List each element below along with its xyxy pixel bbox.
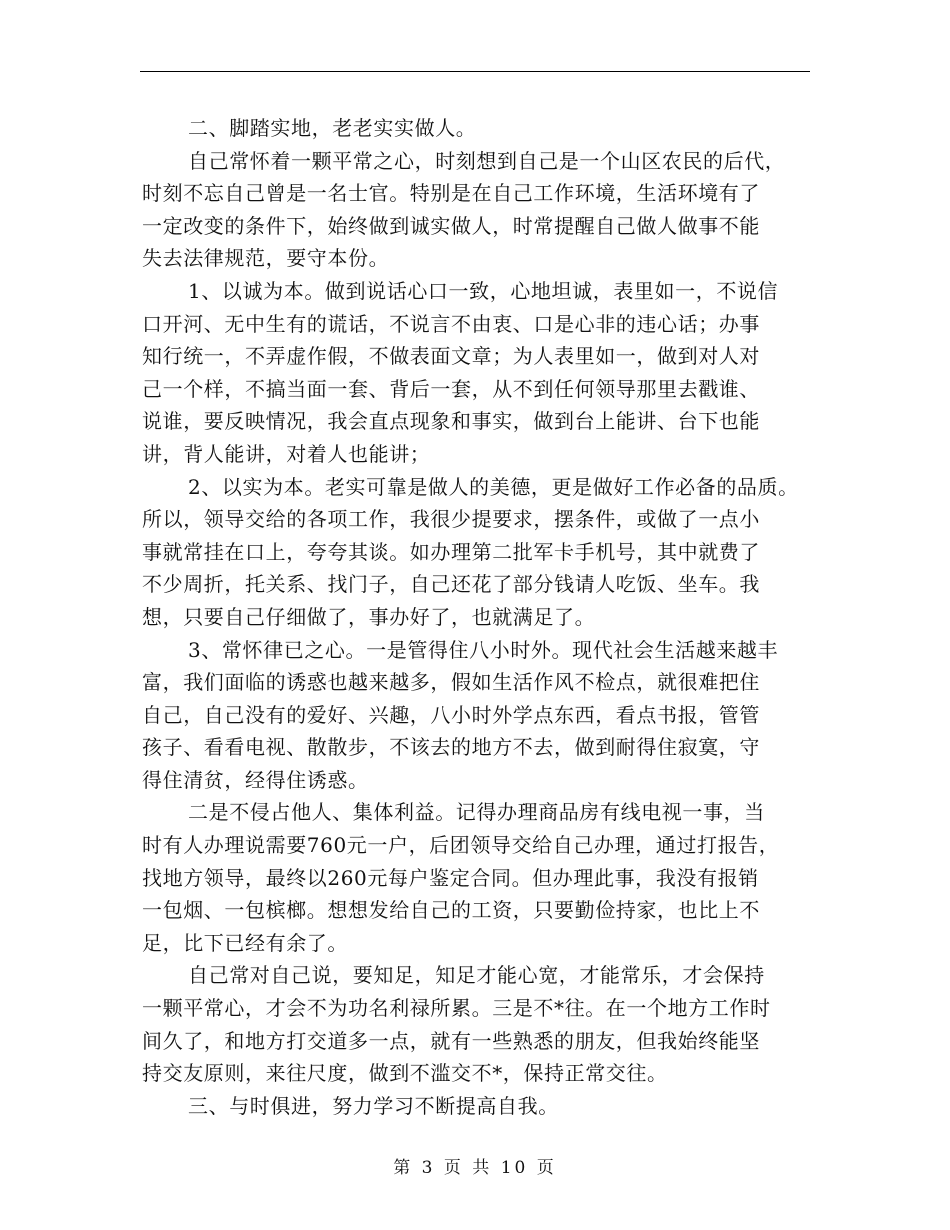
paragraph-line: 自己常对自己说，要知足，知足才能心宽，才能常乐，才会保持 [188,963,765,988]
document-body [142,112,842,1122]
paragraph-line: 不少周折，托关系、找门子，自己还花了部分钱请人吃饭、坐车。我 [142,572,760,597]
paragraph-line: 事就常挂在口上，夸夸其谈。如办理第二批军卡手机号，其中就费了 [142,539,760,564]
paragraph-line: 二是不侵占他人、集体利益。记得办理商品房有线电视一事，当 [188,800,765,825]
section-heading: 三、与时俱进，努力学习不断提高自我。 [188,1093,559,1118]
paragraph-line: 讲，背人能讲，对着人也能讲； [142,441,431,466]
paragraph-line: 1、以诚为本。做到说话心口一致，心地坦诚，表里如一，不说信 [188,278,779,303]
paragraph-line: 自己常怀着一颗平常之心，时刻想到自己是一个山区农民的后代， [188,148,786,173]
paragraph-line: 持交友原则，来往尺度，做到不滥交不*，保持正常交往。 [142,1061,668,1086]
paragraph-line: 找地方领导，最终以260元每户鉴定合同。但办理此事，我没有报销 [142,865,759,890]
paragraph-line: 说谁，要反映情况，我会直点现象和事实，做到台上能讲、台下也能 [142,409,760,434]
paragraph-line: 己一个样，不搞当面一套、背后一套，从不到任何领导那里去戳谁、 [142,376,760,401]
paragraph-line: 想，只要自己仔细做了，事办好了，也就满足了。 [142,604,596,629]
paragraph-line: 2、以实为本。老实可靠是做人的美德，更是做好工作必备的品质。 [188,474,799,499]
section-heading: 二、脚踏实地，老老实实做人。 [188,116,477,140]
header-rule [140,71,810,72]
paragraph-line: 失去法律规范，要守本份。 [142,246,390,271]
paragraph-line: 所以，领导交给的各项工作，我很少提要求，摆条件，或做了一点小 [142,507,760,532]
paragraph-line: 一颗平常心，才会不为功名利禄所累。三是不*往。在一个地方工作时 [142,996,771,1021]
paragraph-line: 孩子、看看电视、散散步，不该去的地方不去，做到耐得住寂寞，守 [142,735,760,760]
paragraph-line: 自己，自己没有的爱好、兴趣，八小时外学点东西，看点书报，管管 [142,702,760,727]
paragraph-line: 3、常怀律已之心。一是管得住八小时外。现代社会生活越来越丰 [188,637,779,662]
paragraph-line: 间久了，和地方打交道多一点，就有一些熟悉的朋友，但我始终能坚 [142,1028,760,1053]
paragraph-line: 富，我们面临的诱惑也越来越多，假如生活作风不检点，就很难把住 [142,670,760,695]
paragraph-line: 知行统一，不弄虚作假，不做表面文章；为人表里如一，做到对人对 [142,344,760,369]
paragraph-line: 一定改变的条件下，始终做到诚实做人，时常提醒自己做人做事不能 [142,213,760,238]
paragraph-line: 足，比下已经有余了。 [142,930,348,955]
paragraph-line: 时刻不忘自己曾是一名士官。特别是在自己工作环境，生活环境有了 [142,181,760,206]
paragraph-line: 得住清贫，经得住诱惑。 [142,767,369,792]
paragraph-line: 一包烟、一包槟榔。想想发给自己的工资，只要勤俭持家，也比上不 [142,898,760,923]
page-footer: 第 3 页 共 10 页 [393,1158,557,1178]
paragraph-line: 口开河、无中生有的谎话，不说言不由衷、口是心非的违心话；办事 [142,311,760,336]
paragraph-line: 时有人办理说需要760元一户，后团领导交给自己办理，通过打报告， [142,833,780,858]
